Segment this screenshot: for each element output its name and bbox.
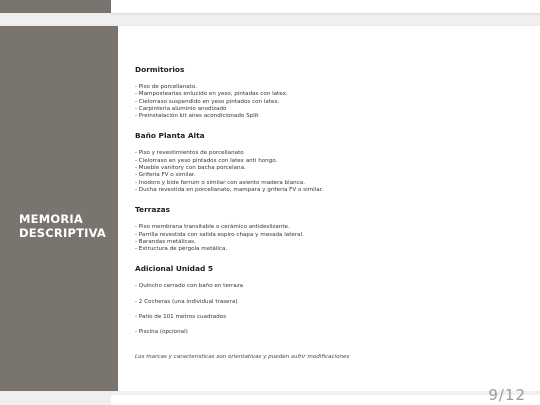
list-item: - Cielorraso en yeso pintados con latex anti hongo. [135, 157, 278, 164]
adicional-list [135, 283, 525, 336]
list-item: - Piso membrana transitable o cerámico antideslizante. [135, 224, 290, 231]
list-item: - Piso de porcellanato. [135, 84, 197, 90]
list-item: - Cielorraso suspendido en yeso pintados con latex. [135, 98, 280, 105]
list-item: - Piscina (opcional) [135, 329, 188, 336]
list-item: - Quincho cerrado con baño en terraza [135, 283, 244, 290]
list-item: - Griferia FV o similar. [135, 172, 196, 179]
section-heading-terrazas: Terrazas [135, 205, 171, 215]
previous-page-sidebar [0, 0, 111, 13]
document-page [0, 26, 540, 391]
list-item: - Mueble vanitory con bacha porcelana. [135, 165, 246, 172]
list-item: - Mampostearias enlucido en yeso, pintadas con latex. [135, 91, 288, 98]
page-sidebar [0, 26, 118, 391]
disclaimer-note: Los marcas y caracteristicas son orientativas y pueden sufrir modificaciones [135, 353, 350, 360]
section-heading-adicional: Adicional Unidad 5 [135, 264, 213, 274]
list-item: - 2 Cocheras (una individual trasera) [135, 298, 238, 305]
list-item: - Barandas metálicas. [135, 238, 196, 245]
list-item: - Patio de 101 metros cuadrados [135, 314, 227, 321]
page-content [135, 65, 525, 360]
list-item: - Parrilla revestida con salida espiro chapa y mesada lateral. [135, 231, 304, 238]
previous-page-edge [111, 0, 540, 13]
list-item: - Estructura de pérgola metálica. [135, 246, 228, 253]
terrazas-list [135, 224, 525, 253]
dormitorios-list [135, 84, 525, 120]
sidebar-title [19, 212, 106, 240]
sidebar-title-line-2: DESCRIPTIVA [19, 226, 107, 240]
page-counter: 9/12 [488, 386, 526, 404]
list-item: - Inodoro y bide ferrum o similar con asiento madera blanca. [135, 179, 305, 186]
list-item: - Ducha revestida en porcellanato, mampara y griferia FV o similar. [135, 186, 324, 193]
next-page-edge [111, 395, 540, 405]
bano-list [135, 150, 525, 194]
list-item: - Preinstalación kit aires acondicionado Split [135, 113, 259, 120]
sidebar-title-line-1: MEMORIA [19, 212, 83, 226]
list-item: - Piso y revestimientos de porcellanato [135, 150, 244, 157]
section-heading-bano: Baño Planta Alta [135, 131, 205, 141]
list-item: - Carpinteria aluminio anodizado [135, 105, 227, 112]
section-heading-dormitorios: Dormitorios [135, 65, 185, 74]
